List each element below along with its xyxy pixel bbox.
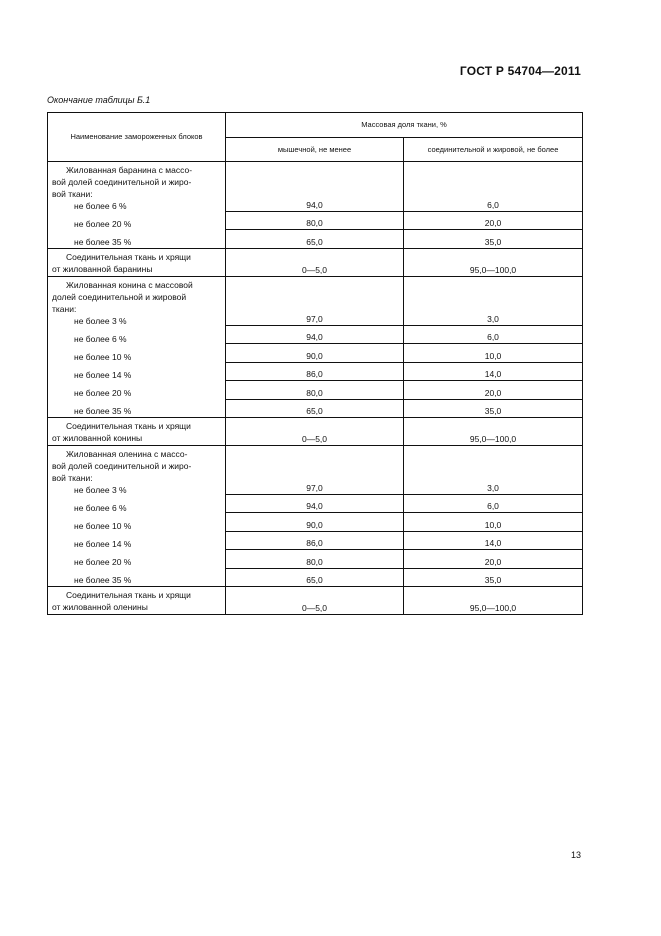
table-row	[48, 162, 583, 212]
connective-value-cell: 35,0	[404, 399, 583, 417]
connective-value-cell: 20,0	[404, 211, 583, 230]
connective-value-cell: 3,0	[404, 446, 583, 495]
column-header-connective: соединительной и жировой, не более	[404, 138, 583, 162]
row-label: не более 3 %	[74, 316, 127, 326]
group-title-line: Жилованная конина с массовой	[66, 280, 193, 290]
group-title-line: вой долей соединительной и жиро-	[52, 177, 192, 187]
row-label: не более 20 %	[74, 557, 132, 567]
muscle-value-cell: 0—5,0	[226, 249, 404, 277]
group-title-line: вой ткани:	[52, 189, 93, 199]
tissue-row	[48, 249, 583, 277]
group-title-line: долей соединительной и жировой	[52, 292, 187, 302]
row-label: не более 10 %	[74, 352, 132, 362]
row-label: не более 6 %	[74, 201, 127, 211]
column-header-name: Наименование замороженных блоков	[48, 113, 226, 162]
connective-value-cell: 6,0	[404, 162, 583, 212]
tissue-name-line: от жилованной баранины	[52, 264, 153, 274]
connective-value-cell: 10,0	[404, 344, 583, 362]
muscle-value-cell: 0—5,0	[226, 418, 404, 446]
row-label: не более 20 %	[74, 388, 132, 398]
row-label: не более 20 %	[74, 219, 132, 229]
row-label: не более 6 %	[74, 334, 127, 344]
group-name-cell	[48, 446, 226, 587]
connective-value-cell: 14,0	[404, 362, 583, 380]
connective-value-cell: 95,0—100,0	[404, 249, 583, 277]
tissue-name-cell	[48, 418, 226, 446]
tissue-row	[48, 418, 583, 446]
connective-value-cell: 95,0—100,0	[404, 418, 583, 446]
table-row	[48, 446, 583, 495]
connective-value-cell: 35,0	[404, 230, 583, 249]
row-label: не более 35 %	[74, 575, 132, 585]
connective-value-cell: 6,0	[404, 326, 583, 344]
muscle-value-cell: 65,0	[226, 230, 404, 249]
muscle-value-cell: 97,0	[226, 446, 404, 495]
connective-value-cell: 14,0	[404, 531, 583, 549]
row-label: не более 35 %	[74, 406, 132, 416]
tissue-name-cell	[48, 249, 226, 277]
group-name-cell	[48, 162, 226, 249]
muscle-value-cell: 94,0	[226, 162, 404, 212]
connective-value-cell: 95,0—100,0	[404, 587, 583, 615]
group-name-cell	[48, 277, 226, 418]
table-body	[48, 162, 583, 615]
connective-value-cell: 3,0	[404, 277, 583, 326]
row-label: не более 14 %	[74, 539, 132, 549]
connective-value-cell: 20,0	[404, 381, 583, 399]
group-title-line: ткани:	[52, 304, 77, 314]
page-number: 13	[571, 850, 582, 860]
muscle-value-cell: 90,0	[226, 513, 404, 531]
muscle-value-cell: 90,0	[226, 344, 404, 362]
tissue-name-line: от жилованной оленины	[52, 602, 148, 612]
muscle-value-cell: 65,0	[226, 399, 404, 417]
connective-value-cell: 6,0	[404, 495, 583, 513]
muscle-value-cell: 0—5,0	[226, 587, 404, 615]
connective-value-cell: 35,0	[404, 568, 583, 586]
row-label: не более 14 %	[74, 370, 132, 380]
tissue-name-cell	[48, 587, 226, 615]
group-title-line: вой ткани:	[52, 473, 93, 483]
column-header-group: Массовая доля ткани, %	[226, 113, 583, 138]
muscle-value-cell: 65,0	[226, 568, 404, 586]
group-title-line: Жилованная баранина с массо-	[66, 165, 193, 175]
tissue-name-line: Соединительная ткань и хрящи	[66, 421, 191, 431]
tissue-row	[48, 587, 583, 615]
muscle-value-cell: 80,0	[226, 550, 404, 568]
document-standard-header: ГОСТ Р 54704—2011	[459, 64, 581, 78]
tissue-name-line: от жилованной конины	[52, 433, 143, 443]
connective-value-cell: 10,0	[404, 513, 583, 531]
group-title-line: Жилованная оленина с массо-	[66, 449, 188, 459]
muscle-value-cell: 80,0	[226, 381, 404, 399]
tissue-name-line: Соединительная ткань и хрящи	[66, 252, 191, 262]
muscle-value-cell: 94,0	[226, 495, 404, 513]
muscle-value-cell: 86,0	[226, 362, 404, 380]
muscle-value-cell: 94,0	[226, 326, 404, 344]
group-title-line: вой долей соединительной и жиро-	[52, 461, 192, 471]
table-row	[48, 277, 583, 326]
table-caption: Окончание таблицы Б.1	[47, 95, 151, 105]
muscle-value-cell: 86,0	[226, 531, 404, 549]
muscle-value-cell: 80,0	[226, 211, 404, 230]
row-label: не более 3 %	[74, 485, 127, 495]
connective-value-cell: 20,0	[404, 550, 583, 568]
row-label: не более 6 %	[74, 503, 127, 513]
tissue-name-line: Соединительная ткань и хрящи	[66, 590, 191, 600]
column-header-muscle: мышечной, не менее	[226, 138, 404, 162]
row-label: не более 35 %	[74, 237, 132, 247]
row-label: не более 10 %	[74, 521, 132, 531]
mass-fraction-table	[47, 112, 583, 615]
muscle-value-cell: 97,0	[226, 277, 404, 326]
